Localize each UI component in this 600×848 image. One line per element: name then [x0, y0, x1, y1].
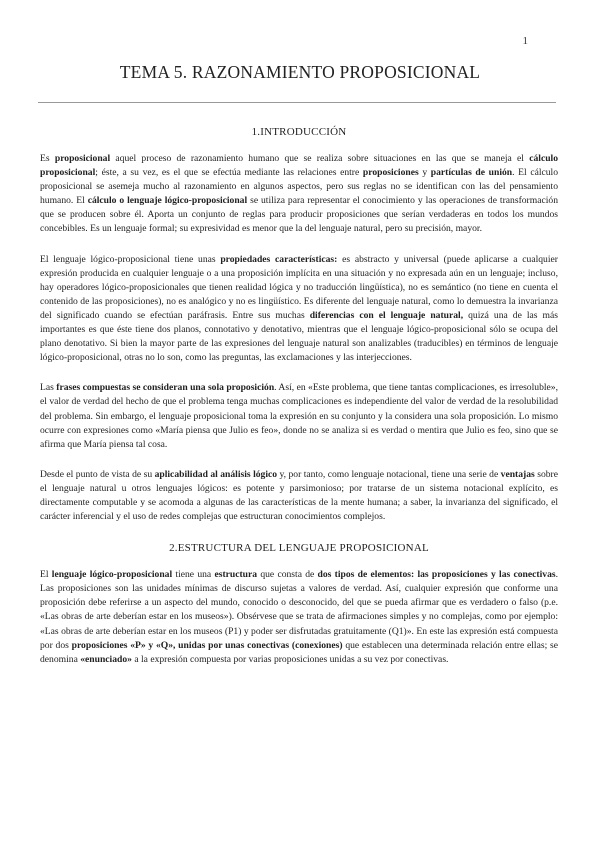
- text-run: que establecen una determinada relación entre ellas; se denomina: [40, 639, 559, 665]
- document-title: TEMA 5. RAZONAMIENTO PROPOSICIONAL: [119, 62, 481, 82]
- paragraph-intro-3: [40, 381, 558, 451]
- bold-term: cálculo proposicional: [40, 153, 559, 179]
- text-run: tiene una: [172, 569, 215, 581]
- text-run: y: [418, 167, 431, 179]
- bold-term: frases compuestas se consideran una sola proposición: [56, 382, 275, 394]
- bold-term: «enunciado»: [80, 653, 132, 665]
- text-run: aquel proceso de razonamiento humano que se realiza sobre situaciones en las que se maneja el: [110, 153, 530, 164]
- bold-term: proposicional: [54, 153, 111, 164]
- text-run: Desde el punto de vista de su: [40, 468, 155, 480]
- bold-term: proposiciones «P» y «Q», unidas por unas conectivas (conexiones): [71, 639, 343, 651]
- title-divider: [38, 102, 556, 103]
- bold-term: ventajas: [500, 468, 535, 480]
- bold-term: diferencias con el lenguaje natural,: [309, 309, 464, 321]
- text-run: sobre el lenguaje natural u otros lenguajes lógicos: es potente y parsimonioso; por tratarse de un sistema notacional explícito, es directamente computable y se acomoda a algunas de las características de la mente humana; a saber, la invarianza del significado, el carácter inferencial y el uso de redes complejas que estructuran conocimientos complejos.: [40, 468, 558, 523]
- bold-term: proposiciones: [362, 167, 419, 179]
- text-run: ; éste, a su vez, es el que se efectúa mediante las relaciones entre: [95, 167, 363, 179]
- text-run: Es: [40, 153, 55, 164]
- text-run: . El cálculo proposicional se asemeja mucho al razonamiento en algunos aspectos, pero sus reglas no se identifican con las del pensamiento humano. El: [40, 167, 559, 207]
- section-heading-estructura: 2.ESTRUCTURA DEL LENGUAJE PROPOSICIONAL: [169, 542, 429, 555]
- bold-term: dos tipos de elementos: las proposiciones y las conectivas: [317, 569, 556, 581]
- text-run: quizá una de las más importantes es que éste tiene dos planos, connotativo y denotativo, mientras que el lenguaje lógico-proposicional sólo se ocupa del plano denotativo. Si bien la mayor parte de las expresiones del lenguaje natural son analizables (traducibles) en términos de lenguaje lógico-proposicional, otras no lo son, como las preguntas, las exclamaciones y las interjecciones.: [40, 309, 558, 364]
- bold-term: estructura: [214, 569, 258, 581]
- text-run: El lenguaje lógico-proposicional tiene unas: [40, 253, 221, 265]
- text-run: y, por tanto, como lenguaje notacional, tiene una serie de: [277, 468, 501, 480]
- text-run: a la expresión compuesta por varias proposiciones unidas a su vez por conectivas.: [131, 653, 449, 665]
- section-heading-introduccion: 1.INTRODUCCIÓN: [251, 126, 347, 138]
- text-run: Las: [40, 382, 57, 394]
- bold-term: aplicabilidad al análisis lógico: [154, 468, 278, 480]
- paragraph-intro-4: [40, 468, 558, 524]
- text-run: El: [40, 569, 52, 581]
- bold-term: partículas de unión: [430, 167, 513, 179]
- bold-term: propiedades características:: [220, 253, 338, 265]
- text-run: que consta de: [257, 569, 318, 581]
- paragraph-intro-2: [40, 253, 558, 366]
- page-number: 1: [522, 35, 528, 47]
- text-run: se utiliza para representar el conocimiento y las operaciones de transformación que se producen sobre él. Aporta un conjunto de reglas para producir proposiciones que serían verdaderas en todos los mundos concebibles. Es un lenguaje formal; su expresividad es menor que la del lenguaje natural, pero su precisión, mayor.: [40, 195, 558, 235]
- bold-term: lenguaje lógico-proposicional: [51, 569, 173, 581]
- paragraph-intro-1: [40, 152, 558, 237]
- bold-term: cálculo o lenguaje lógico-proposicional: [87, 195, 248, 207]
- document-body: [40, 126, 558, 683]
- text-run: es abstracto y universal (puede aplicarse a cualquier expresión producida en cualquier lenguaje o a una proposición implícita en una situación y no expresada aún en un lenguaje; incluso, hay operadores lógico-proposicionales que tienen realidad lógica y no traducción lingüística), no es semántico (no tiene en cuenta el contenido de las proposiciones), no es analógico y no es lingüístico. Es diferente del lenguaje natural, como lo demuestra la invarianza del significado cuando se efectúan paráfrasis. Entre sus muchas: [40, 253, 558, 321]
- text-run: . Así, en «Este problema, que tiene tantas complicaciones, es irresoluble», el valor de verdad del hecho de que el problema tenga muchas complicaciones es independiente del valor de verdad de la resolubilidad del problema. Sin embargo, el lenguaje proposicional toma la expresión en su conjunto y la considera una sola proposición. Lo mismo ocurre con expresiones como «María piensa que Julio es feo», donde no se analiza si es verdad o mentira que Julio es feo, sino que se afirma que María piensa tal cosa.: [40, 382, 558, 450]
- paragraph-estructura-1: [40, 568, 558, 667]
- text-run: . Las proposiciones son las unidades mínimas de discurso sujetas a valores de verdad. Así, cualquier expresión que conforme una proposición debe referirse a un aspecto del mundo, conocido o desconocido, del que se pueda afirmar que es verdadero o falso (p.e. «Las obras de arte deberían estar en los museos»). Obsérvese que se trata de afirmaciones simples y no complejas, como por ejemplo: «Las obras de arte deberían estar en los museos (P1) y poder ser disfrutadas gratuitamente (Q1)». En este las expresión está compuesta por dos: [40, 569, 559, 651]
